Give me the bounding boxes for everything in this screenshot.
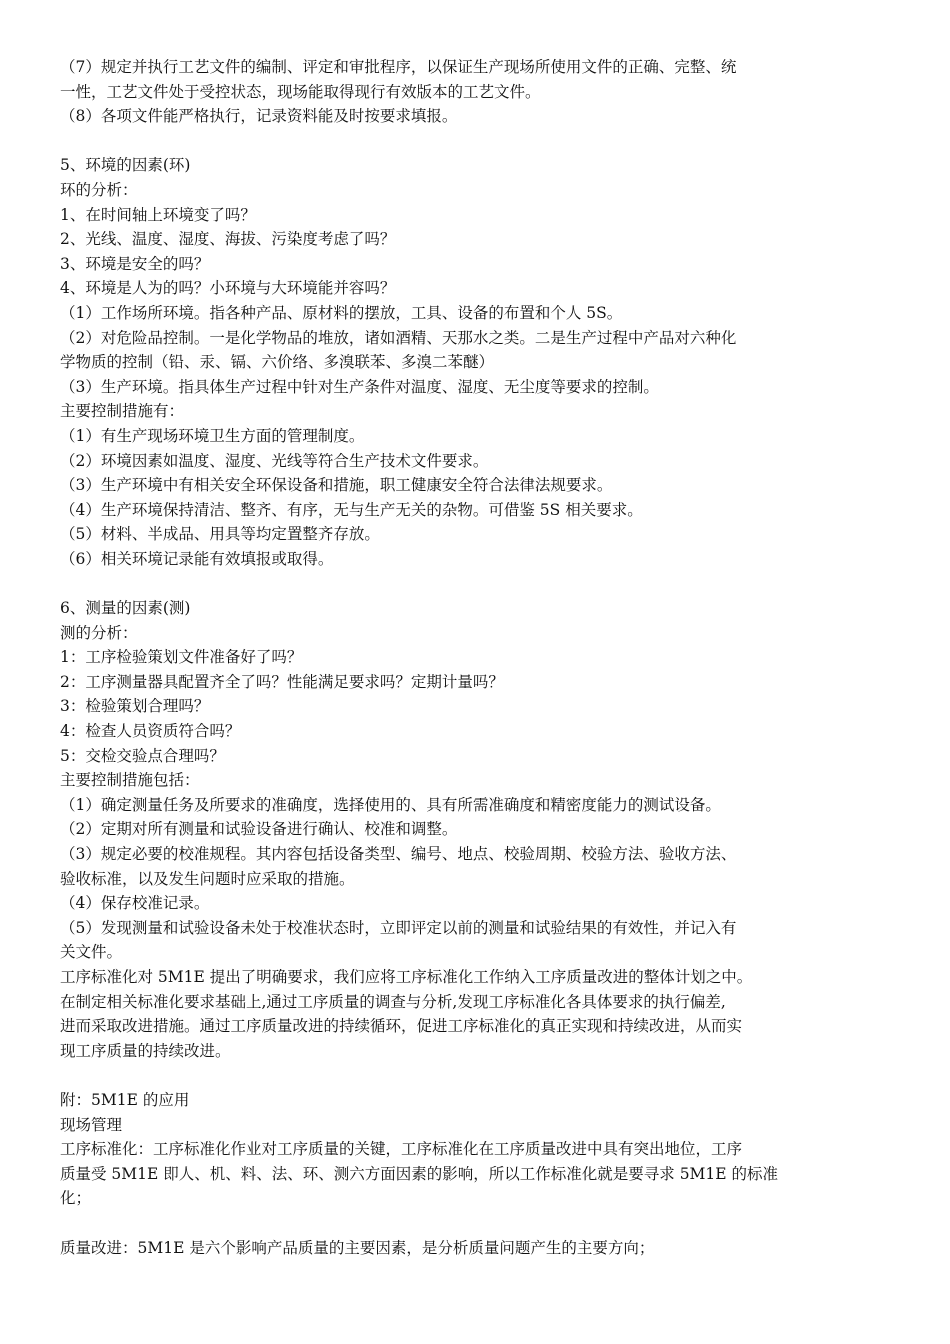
text-line: （2）对危险品控制。一是化学物品的堆放，诸如酒精、天那水之类。二是生产过程中产品对六种化 (60, 328, 737, 347)
text-line: （4）保存校准记录。 (60, 894, 210, 913)
text-line: 1、在时间轴上环境变了吗？ (60, 205, 256, 224)
text-line: 学物质的控制（铅、汞、镉、六价络、多溴联苯、多溴二苯醚） (60, 353, 495, 372)
text-line: （5）发现测量和试验设备未处于校准状态时，立即评定以前的测量和试验结果的有效性，并记入有 (60, 918, 737, 937)
text-line: （1）工作场所环境。指各种产品、原材料的摆放，工具、设备的布置和个人 5S。 (60, 303, 623, 322)
text-line: 测的分析： (60, 623, 138, 642)
text-line: 现场管理 (60, 1115, 123, 1134)
text-line: （2）环境因素如温度、湿度、光线等符合生产技术文件要求。 (60, 451, 489, 470)
text-line: （3）规定必要的校准规程。其内容包括设备类型、编号、地点、校验周期、校验方法、验收方法、 (60, 845, 737, 863)
paragraph-gap (60, 129, 892, 154)
text-line: 质量受 5M1E 即人、机、料、法、环、测六方面因素的影响，所以工作标准化就是要寻求 5M1E 的标准 (60, 1164, 779, 1183)
text-line: （6）相关环境记录能有效填报或取得。 (60, 549, 334, 568)
paragraph-gap (60, 571, 892, 596)
text-line: 关文件。 (60, 943, 123, 962)
text-line: 工序标准化对 5M1E 提出了明确要求，我们应将工序标准化工作纳入工序质量改进的整体计划之中。 (60, 967, 753, 986)
text-line: 3、环境是安全的吗？ (60, 254, 210, 273)
text-line: 质量改进：5M1E 是六个影响产品质量的主要因素，是分析质量问题产生的主要方向； (60, 1238, 655, 1257)
text-line: 化； (60, 1189, 92, 1208)
text-line: （4）生产环境保持清洁、整齐、有序，无与生产无关的杂物。可借鉴 5S 相关要求。 (60, 500, 643, 519)
text-line: 4：检查人员资质符合吗？ (60, 722, 241, 741)
text-line: 1：工序检验策划文件准备好了吗？ (60, 648, 303, 667)
text-line: （2）定期对所有测量和试验设备进行确认、校准和调整。 (60, 820, 458, 839)
text-line: （7）规定并执行工艺文件的编制、评定和审批程序，以保证生产现场所使用文件的正确、完整、统 (60, 58, 737, 76)
text-line: 5、环境的因素(环) (60, 156, 191, 175)
text-line: 环的分析： (60, 180, 138, 199)
text-line: 主要控制措施包括： (60, 771, 200, 790)
text-line: （1）有生产现场环境卫生方面的管理制度。 (60, 426, 365, 445)
paragraph-gap (60, 1063, 892, 1088)
text-line: 现工序质量的持续改进。 (60, 1041, 231, 1060)
text-line: 4、环境是人为的吗？小环境与大环境能并容吗？ (60, 279, 396, 298)
text-line: 5：交检交验点合理吗？ (60, 746, 225, 765)
text-line: （3）生产环境中有相关安全环保设备和措施，职工健康安全符合法律法规要求。 (60, 476, 613, 495)
text-line: 一性，工艺文件处于受控状态，现场能取得现行有效版本的工艺文件。 (60, 82, 541, 101)
text-line: 验收标准，以及发生问题时应采取的措施。 (60, 869, 355, 888)
text-line: 6、测量的因素(测) (60, 599, 191, 618)
text-line: 主要控制措施有： (60, 402, 185, 421)
text-line: 2、光线、温度、湿度、海拔、污染度考虑了吗？ (60, 230, 396, 249)
text-line: 工序标准化：工序标准化作业对工序质量的关键，工序标准化在工序质量改进中具有突出地位，工序 (60, 1140, 743, 1159)
text-line: （3）生产环境。指具体生产过程中针对生产条件对温度、湿度、无尘度等要求的控制。 (60, 377, 659, 396)
text-line: 3：检验策划合理吗？ (60, 697, 210, 716)
text-line: 在制定相关标准化要求基础上,通过工序质量的调查与分析,发现工序标准化各具体要求的执行偏差, (60, 992, 726, 1011)
text-line: （1）确定测量任务及所要求的准确度，选择使用的、具有所需准确度和精密度能力的测试设备。 (60, 795, 721, 814)
text-line: （5）材料、半成品、用具等均定置整齐存放。 (60, 525, 380, 544)
text-line: 2：工序测量器具配置齐全了吗？性能满足要求吗？定期计量吗？ (60, 672, 504, 691)
text-line: 附：5M1E 的应用 (60, 1090, 190, 1109)
paragraph-gap (60, 1211, 892, 1236)
text-line: （8）各项文件能严格执行，记录资料能及时按要求填报。 (60, 107, 458, 126)
text-line: 进而采取改进措施。通过工序质量改进的持续循环，促进工序标准化的真正实现和持续改进，从而实 (60, 1017, 743, 1036)
